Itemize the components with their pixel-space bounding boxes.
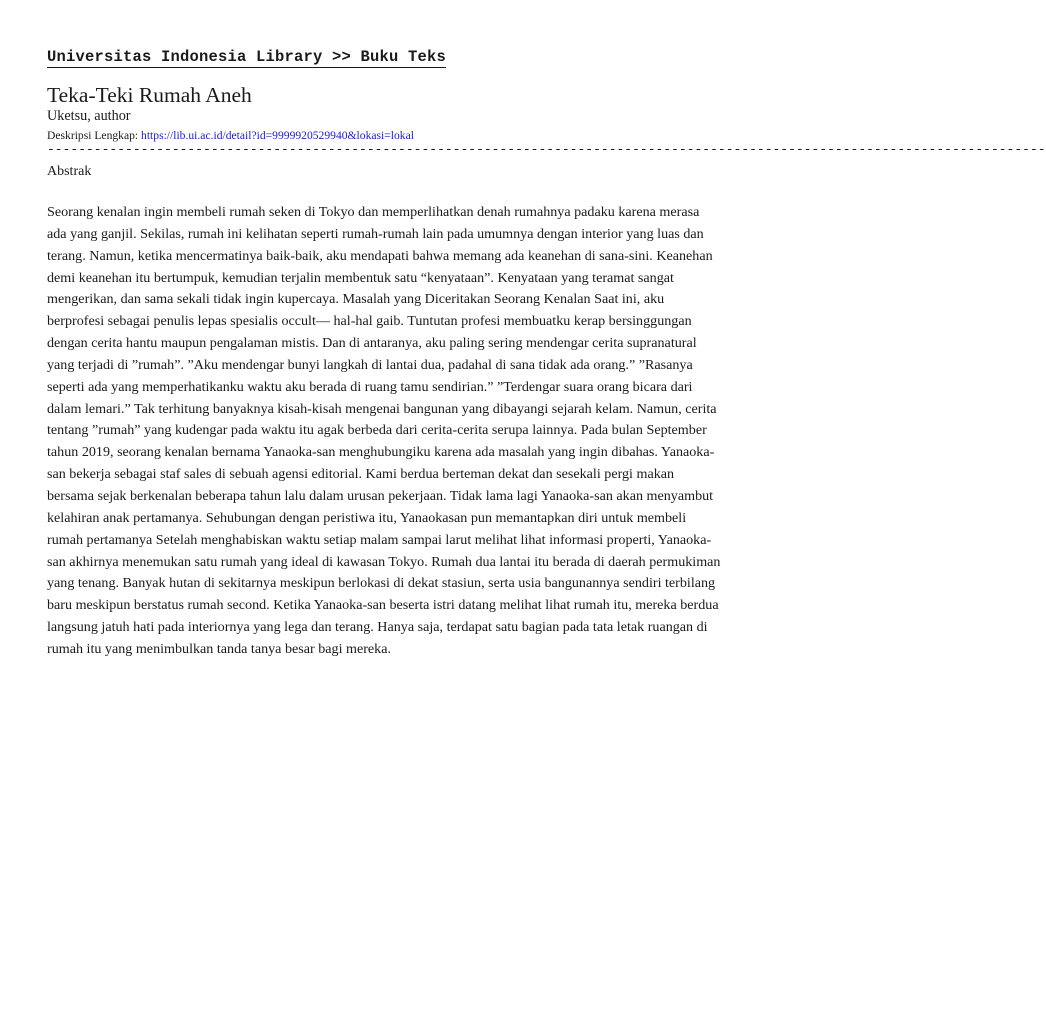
book-author: Uketsu, author	[47, 108, 131, 124]
separator: --------------------------------------------------------------------------------------------------------------------------------	[47, 142, 1046, 157]
book-title: Teka-Teki Rumah Aneh	[47, 83, 252, 107]
description-label: Deskripsi Lengkap:	[47, 129, 139, 142]
abstract-text: Seorang kenalan ingin membeli rumah seken di Tokyo dan memperlihatkan denah rumahnya padaku karena merasa ada yang ganjil. Sekilas, rumah ini kelihatan seperti rumah-rumah lain pada umumnya dengan interior yang luas dan terang. Namun, ketika mencermatinya baik-baik, aku mendapati bahwa memang ada keanehan di sana-sini. Keanehan demi keanehan itu bertumpuk, kemudian terjalin membentuk satu “kenyataan”. Kenyataan yang teramat sangat mengerikan, dan sama sekali tidak ingin kupercaya. Masalah yang Diceritakan Seorang Kenalan Saat ini, aku berprofesi sebagai penulis lepas spesialis occult— hal-hal gaib. Tuntutan profesi membuatku kerap bersinggungan dengan cerita hantu maupun pengalaman mistis. Dan di antaranya, aku paling sering mendengar cerita supranatural yang terjadi di ”rumah”. ”Aku mendengar bunyi langkah di lantai dua, padahal di sana tidak ada orang.” ”Rasanya seperti ada yang memperhatikanku waktu aku berada di ruang tamu sendirian.” ”Terdengar suara orang bicara dari dalam lemari.” Tak terhitung banyaknya kisah-kisah mengenai bangunan yang dibayangi sejarah kelam. Namun, cerita tentang ”rumah” yang kudengar pada waktu itu agak berbeda dari cerita-cerita serupa lainnya. Pada bulan September tahun 2019, seorang kenalan bernama Yanaoka-san menghubungiku karena ada masalah yang ingin dibahas. Yanaoka-san bekerja sebagai staf sales di sebuah agensi editorial. Kami berdua berteman dekat dan sesekali pergi makan bersama sejak berkenalan beberapa tahun lalu dalam urusan pekerjaan. Tidak lama lagi Yanaoka-san akan menyambut kelahiran anak pertamanya. Sehubungan dengan peristiwa itu, Yanaokasan pun memantapkan diri untuk membeli rumah pertamanya Setelah menghabiskan waktu setiap malam sampai larut melihat lihat informasi properti, Yanaoka-san akhirnya menemukan satu rumah yang ideal di kawasan Tokyo. Rumah dua lantai itu berada di daerah permukiman yang tenang. Banyak hutan di sekitarnya meskipun berlokasi di dekat stasiun, serta usia bangunannya sendiri terbilang baru meskipun berstatus rumah second. Ketika Yanaoka-san beserta istri datang melihat lihat rumah itu, mereka berdua langsung jatuh hati pada interiornya yang lega dan terang. Hanya saja, terdapat satu bagian pada tata letak ruangan di rumah itu yang menimbulkan tanda tanya besar bagi mereka.	[47, 204, 721, 657]
description-line	[47, 128, 414, 143]
abstract-heading: Abstrak	[47, 164, 92, 179]
breadcrumb: Universitas Indonesia Library >> Buku Teks	[47, 48, 447, 66]
description-link[interactable]: https://lib.ui.ac.id/detail?id=9999920529940&lokasi=lokal	[141, 129, 414, 142]
